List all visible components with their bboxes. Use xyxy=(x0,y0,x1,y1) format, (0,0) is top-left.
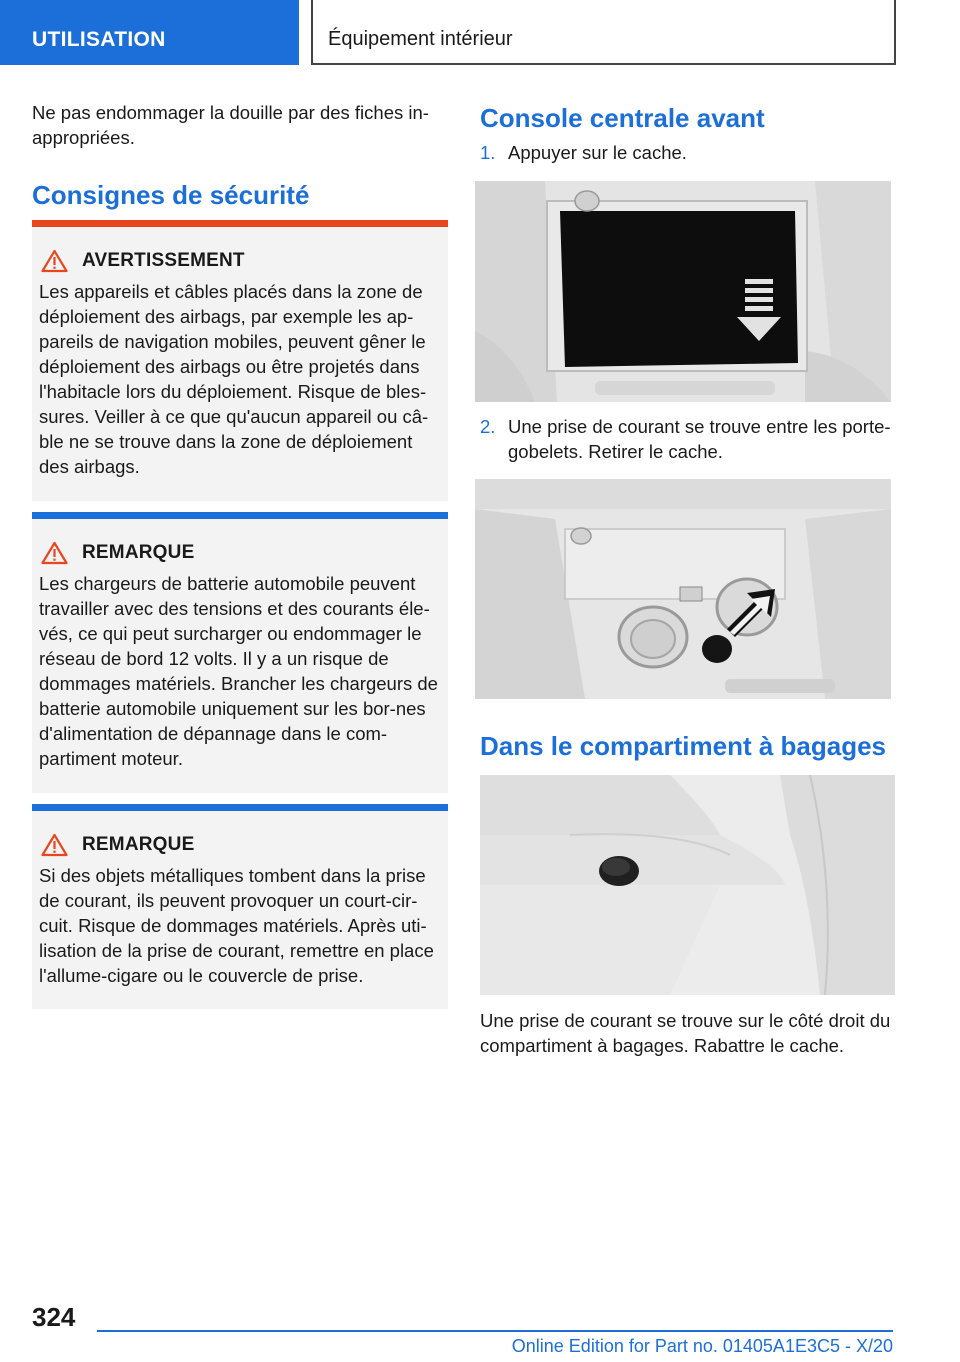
header-chapter-label: Équipement intérieur xyxy=(328,28,513,50)
console-heading: Console centrale avant xyxy=(480,103,765,133)
step-item xyxy=(480,140,895,165)
right-column-top xyxy=(480,102,895,165)
header-chapter-tab xyxy=(311,0,896,65)
step-item xyxy=(480,414,895,464)
intro-paragraph: Ne pas endommager la douille par des fiches in‐appropriées. xyxy=(32,102,429,148)
right-column-trunk-heading xyxy=(480,730,895,762)
trunk-socket-photo xyxy=(480,775,895,995)
step-text: Appuyer sur le cache. xyxy=(508,142,687,163)
note-box-text: Si des objets métalliques tombent dans la prise de courant, ils peuvent provoquer un court-cir‐cuit. Risque de dommages matériels. Après uti‐lisation de la prise de courant, remettre en place l'allume-cigare ou le couvercle de prise. xyxy=(39,865,434,986)
footer-divider xyxy=(97,1330,893,1332)
note-box-metal xyxy=(32,804,448,1009)
step-text: Une prise de courant se trouve entre les porte-gobelets. Retirer le cache. xyxy=(508,416,891,462)
note-box-title: REMARQUE xyxy=(82,834,195,855)
trunk-heading: Dans le compartiment à bagages xyxy=(480,731,887,761)
right-column-step2 xyxy=(480,414,895,464)
warning-triangle-icon xyxy=(41,833,68,857)
page-number: 324 xyxy=(32,1302,76,1332)
left-column xyxy=(32,100,448,211)
socket-cupholder-photo xyxy=(475,479,891,699)
warning-box xyxy=(32,220,448,501)
step-number: 1. xyxy=(480,142,496,163)
warning-box-title: AVERTISSEMENT xyxy=(82,250,245,271)
right-column-trunk-text xyxy=(480,1008,895,1058)
note-box-chargers xyxy=(32,512,448,793)
note-box-text: Les chargeurs de batterie automobile peuvent travailler avec des tensions et des courants éle‐vés, ce qui peut surcharger ou endommager le réseau de bord 12 volts. Il y a un risque de dommages matériels. Brancher les chargeurs de batterie automobile uniquement sur les bor‐nes d'alimentation de dépannage dans le com‐partiment moteur. xyxy=(39,573,438,769)
console-cover-photo xyxy=(475,181,891,402)
note-box-title: REMARQUE xyxy=(82,542,195,563)
warning-triangle-icon xyxy=(41,541,68,565)
footer-edition: Online Edition for Part no. 01405A1E3C5 - X/20 xyxy=(511,1336,893,1356)
trunk-paragraph: Une prise de courant se trouve sur le côté droit du compartiment à bagages. Rabattre le cache. xyxy=(480,1010,891,1056)
warning-box-text: Les appareils et câbles placés dans la zone de déploiement des airbags, par exemple les ap‐pareils de navigation mobiles, peuvent gêner le déploiement des airbags ou être projetés dans l'habitacle lors du déploiement. Risque de bles‐sures. Veiller à ce que qu'aucun appareil ou câ‐ble ne se trouve dans la zone de déploiement des airbags. xyxy=(39,281,429,477)
step-number: 2. xyxy=(480,416,496,437)
header-section-tab xyxy=(0,0,299,65)
header-section-label: UTILISATION xyxy=(32,28,166,51)
warning-triangle-icon xyxy=(41,249,68,273)
safety-heading: Consignes de sécurité xyxy=(32,180,310,210)
